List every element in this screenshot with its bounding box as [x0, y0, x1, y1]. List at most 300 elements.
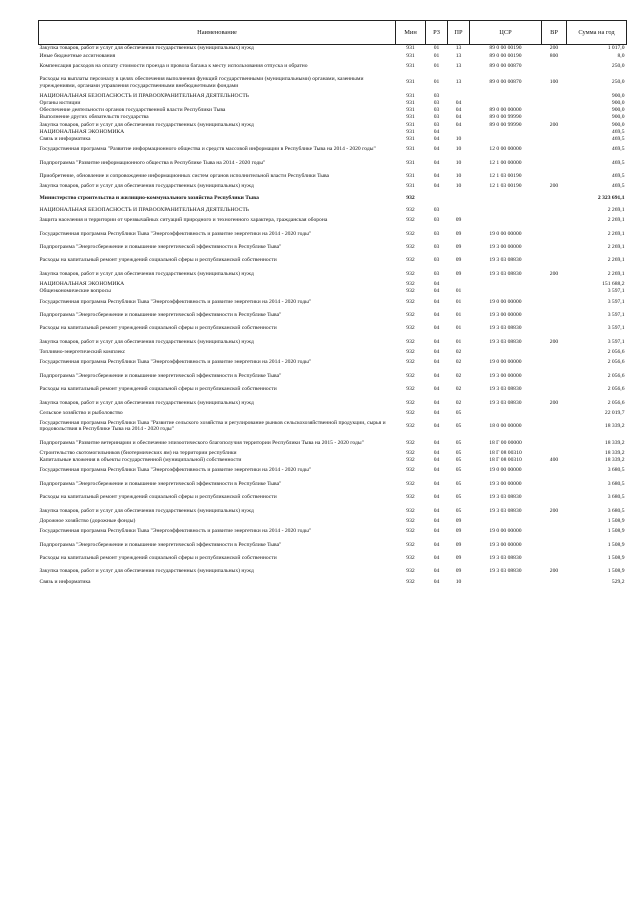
cell-min: 931: [406, 62, 415, 69]
cell-csr: 12 0 00 00000: [489, 146, 522, 153]
cell-sum: 1 508,9: [607, 517, 625, 524]
cell-rz: 04: [433, 359, 440, 366]
cell-vr: [542, 281, 567, 288]
cell-csr: 19 3 03 08830: [489, 507, 522, 514]
cell-min: 932: [406, 257, 415, 264]
cell-min: 932: [406, 349, 415, 356]
cell-sum: 469,5: [611, 159, 625, 166]
cell-name: Подпрограмма "Развитие информационного общества в Республике Тыва на 2014 - 2020 годы": [39, 159, 266, 166]
cell-pr: 01: [455, 338, 462, 345]
table-row: [39, 281, 627, 288]
cell-csr: 19 3 03 08830: [489, 399, 522, 406]
cell-csr: 19 3 03 08830: [489, 494, 522, 501]
table-row: [39, 538, 627, 551]
cell-rz: 04: [433, 494, 440, 501]
cell-rz: 04: [433, 517, 440, 524]
cell-pr: 13: [455, 79, 462, 86]
table-row: [39, 464, 627, 477]
cell-sum: 469,5: [611, 146, 625, 153]
cell-min: 932: [406, 457, 415, 464]
cell-name: Расходы на капитальный ремонт учреждений социальной сферы и республиканской собственности: [39, 554, 277, 561]
cell-csr: [470, 517, 542, 524]
cell-sum: 3 597,1: [607, 338, 625, 345]
cell-vr: [542, 135, 567, 142]
header-vr: ВР: [542, 21, 567, 45]
cell-min: 932: [406, 281, 415, 288]
table-row: [39, 52, 627, 59]
cell-pr: 05: [455, 457, 462, 464]
cell-name: Закупка товаров, работ и услуг для обеспечения государственных (муниципальных) нужд: [39, 338, 254, 345]
cell-sum: 1 508,9: [607, 554, 625, 561]
table-row: [39, 183, 627, 190]
cell-rz: 04: [433, 338, 440, 345]
cell-min: 931: [406, 92, 415, 99]
header-min: Мин: [396, 21, 426, 45]
cell-name: Государственная программа Республики Тыва "Энергоэффективность и развитие энергетики на 2014 - 2020 годы": [39, 467, 312, 474]
cell-pr: 10: [455, 146, 462, 153]
cell-csr: 19 3 00 00000: [489, 541, 522, 548]
cell-vr: [542, 288, 567, 295]
table-row: [39, 241, 627, 254]
cell-vr: [542, 114, 567, 121]
table-row: [39, 335, 627, 348]
table-row: [39, 396, 627, 409]
cell-vr: [542, 349, 567, 356]
cell-min: 931: [406, 99, 415, 106]
cell-rz: [426, 190, 448, 207]
cell-rz: 04: [433, 554, 440, 561]
cell-vr: [542, 464, 567, 477]
cell-rz: 04: [433, 173, 440, 179]
cell-min: 932: [406, 409, 415, 416]
cell-sum: 900,0: [611, 99, 625, 106]
cell-pr: 02: [455, 359, 462, 366]
cell-sum: 2 269,1: [607, 206, 625, 213]
cell-pr: 09: [455, 244, 462, 251]
cell-sum: 250,0: [611, 62, 625, 69]
cell-name: Общеэкономические вопросы: [39, 288, 111, 295]
cell-csr: 19 0 00 00000: [489, 298, 522, 305]
cell-min: 932: [406, 288, 415, 295]
cell-pr: 05: [455, 449, 462, 456]
cell-pr: 01: [455, 298, 462, 305]
cell-pr: 02: [455, 349, 462, 356]
cell-sum: 151 688,2: [602, 281, 625, 288]
cell-name: Строительство скотомогильников (биотермических ям) на территории республики: [39, 449, 237, 456]
table-row: [39, 349, 627, 356]
cell-sum: 8,0: [617, 52, 625, 59]
cell-pr: 02: [455, 399, 462, 406]
cell-vr: 400: [549, 457, 559, 464]
cell-csr: [470, 92, 542, 99]
cell-rz: 03: [433, 244, 440, 251]
cell-pr: 13: [455, 45, 462, 52]
cell-name: Расходы на капитальный ремонт учреждений социальной сферы и республиканской собственности: [39, 494, 277, 501]
cell-pr: 01: [455, 288, 462, 295]
cell-sum: 2 269,1: [607, 270, 625, 277]
cell-csr: [470, 100, 542, 107]
cell-csr: 19 3 00 00000: [489, 480, 522, 487]
cell-min: 932: [406, 541, 415, 548]
cell-sum: 3 597,1: [607, 325, 625, 332]
cell-name: Подпрограмма "Энергосбережение и повышение энергетической эффективности в Республике Тыва": [39, 244, 282, 251]
cell-csr: [470, 409, 542, 416]
cell-rz: 04: [433, 386, 440, 393]
cell-csr: 19 3 03 08830: [489, 338, 522, 345]
cell-min: 931: [406, 121, 415, 128]
cell-vr: [542, 356, 567, 369]
cell-pr: 10: [455, 183, 462, 190]
cell-name: Государственная программа Республики Тыва "Развитие сельского хозяйства и регулирование рынков сельскохозяйственной продукции, сырья и продовольствия в Республике Тыва на 2014 - 2020 годы": [39, 420, 386, 433]
table-row: [39, 383, 627, 396]
cell-name: Министерство строительства и жилищно-коммунального хозяйства Республики Тыва: [39, 195, 259, 202]
table-row: [39, 73, 627, 93]
cell-name: Органы юстиции: [39, 99, 81, 106]
cell-csr: 19 3 03 08830: [489, 257, 522, 264]
cell-csr: 19 3 00 00000: [489, 372, 522, 379]
cell-rz: 04: [433, 480, 440, 487]
cell-vr: 200: [549, 183, 559, 190]
cell-vr: [542, 369, 567, 382]
cell-csr: 18 Г 08 00310: [489, 457, 522, 464]
table-row: [39, 457, 627, 464]
table-row: [39, 578, 627, 585]
table-row: [39, 169, 627, 182]
cell-vr: [542, 214, 567, 227]
cell-vr: [542, 143, 567, 156]
cell-name: Закупка товаров, работ и услуг для обеспечения государственных (муниципальных) нужд: [39, 270, 254, 277]
cell-sum: 1 508,9: [607, 541, 625, 548]
cell-sum: 3 597,1: [607, 311, 625, 318]
table-row: [39, 190, 627, 207]
cell-vr: [542, 450, 567, 457]
budget-document: [38, 20, 626, 585]
cell-min: 931: [406, 128, 415, 135]
cell-csr: 12 1 03 00190: [489, 183, 522, 190]
table-row: [39, 267, 627, 280]
cell-pr: 10: [455, 578, 462, 585]
cell-rz: 04: [433, 135, 440, 142]
cell-sum: 2 323 691,1: [597, 195, 625, 202]
cell-sum: 1 508,9: [607, 528, 625, 535]
cell-name: Подпрограмма "Энергосбережение и повышение энергетической эффективности в Республике Тыва": [39, 311, 282, 318]
cell-csr: 12 1 03 00190: [489, 173, 522, 179]
cell-vr: [542, 436, 567, 449]
cell-name: Закупка товаров, работ и услуг для обеспечения государственных (муниципальных) нужд: [39, 45, 254, 52]
cell-sum: 18 339,2: [604, 449, 625, 456]
cell-rz: 04: [433, 409, 440, 416]
cell-pr: 09: [455, 257, 462, 264]
cell-vr: 200: [549, 568, 559, 575]
cell-rz: 03: [433, 217, 440, 224]
cell-min: 932: [406, 399, 415, 406]
cell-rz: 04: [433, 541, 440, 548]
cell-name: Связь и информатика: [39, 578, 91, 585]
table-row: [39, 135, 627, 142]
cell-sum: 18 339,2: [604, 457, 625, 464]
table-row: [39, 322, 627, 335]
cell-pr: 09: [455, 554, 462, 561]
cell-rz: 03: [433, 230, 440, 237]
table-row: [39, 128, 627, 135]
table-row: [39, 417, 627, 437]
header-name: Наименование: [39, 21, 396, 45]
cell-vr: [542, 578, 567, 585]
cell-csr: [470, 207, 542, 214]
cell-vr: [542, 477, 567, 490]
cell-min: 932: [406, 372, 415, 379]
cell-vr: [542, 59, 567, 72]
cell-csr: 19 3 03 08830: [489, 325, 522, 332]
cell-csr: 19 3 00 00000: [489, 244, 522, 251]
cell-rz: 04: [433, 423, 440, 430]
cell-pr: 01: [455, 311, 462, 318]
cell-pr: 04: [455, 121, 462, 128]
cell-pr: 05: [455, 423, 462, 430]
cell-min: 932: [406, 338, 415, 345]
cell-vr: [542, 551, 567, 564]
cell-min: 932: [406, 439, 415, 446]
cell-vr: 800: [549, 52, 559, 59]
cell-vr: 200: [549, 45, 559, 52]
table-row: [39, 295, 627, 308]
table-row: [39, 92, 627, 99]
cell-pr: 05: [455, 467, 462, 474]
cell-name: Закупка товаров, работ и услуг для обеспечения государственных (муниципальных) нужд: [39, 121, 254, 128]
cell-vr: [542, 409, 567, 416]
cell-name: Подпрограмма "Энергосбережение и повышение энергетической эффективности в Республике Тыва": [39, 372, 282, 379]
table-row: [39, 308, 627, 321]
cell-csr: 19 0 00 00000: [489, 528, 522, 535]
cell-sum: 900,0: [611, 107, 625, 114]
table-row: [39, 450, 627, 457]
cell-rz: 04: [433, 311, 440, 318]
cell-rz: 04: [433, 281, 440, 288]
table-row: [39, 214, 627, 227]
cell-name: Расходы на капитальный ремонт учреждений социальной сферы и республиканской собственности: [39, 386, 277, 393]
cell-name: Подпрограмма "Развитие ветеринарии и обеспечение эпизоотического благополучия территории Республики Тыва на 2015 - 2020 годы": [39, 439, 364, 446]
cell-pr: 05: [455, 480, 462, 487]
table-row: [39, 565, 627, 578]
cell-pr: 04: [455, 114, 462, 121]
cell-pr: 04: [455, 107, 462, 114]
cell-min: 932: [406, 244, 415, 251]
cell-min: 931: [406, 159, 415, 166]
cell-min: 931: [406, 146, 415, 153]
cell-rz: 04: [433, 439, 440, 446]
cell-name: Связь и информатика: [39, 135, 91, 142]
cell-min: 931: [406, 183, 415, 190]
cell-rz: 04: [433, 449, 440, 456]
cell-name: Дорожное хозяйство (дорожные фонды): [39, 517, 136, 524]
cell-sum: 469,5: [611, 183, 625, 190]
cell-csr: [470, 578, 542, 585]
cell-rz: 04: [433, 183, 440, 190]
cell-name: Выполнение других обязательств государства: [39, 114, 149, 121]
cell-min: 932: [406, 494, 415, 501]
cell-name: Государственная программа "Развитие информационного общества и средств массовой информации в Республике Тыва на 2014 - 2020 годы": [39, 146, 376, 153]
cell-csr: 89 0 00 99990: [489, 121, 522, 128]
cell-sum: 3 597,1: [607, 288, 625, 295]
cell-pr: 09: [455, 230, 462, 237]
table-row: [39, 369, 627, 382]
cell-rz: 01: [433, 62, 440, 69]
cell-sum: 2 269,1: [607, 217, 625, 224]
table-row: [39, 143, 627, 156]
cell-sum: 469,5: [611, 173, 625, 179]
cell-vr: [542, 241, 567, 254]
cell-csr: 89 0 00 00870: [489, 62, 522, 69]
cell-rz: 04: [433, 578, 440, 585]
cell-sum: 18 339,2: [604, 439, 625, 446]
cell-min: 931: [406, 52, 415, 59]
cell-csr: [470, 349, 542, 356]
cell-csr: 19 3 03 08830: [489, 386, 522, 393]
cell-vr: 200: [549, 270, 559, 277]
cell-vr: [542, 92, 567, 99]
cell-name: Подпрограмма "Энергосбережение и повышение энергетической эффективности в Республике Тыва": [39, 480, 282, 487]
table-row: [39, 477, 627, 490]
cell-vr: [542, 525, 567, 538]
cell-min: 932: [406, 480, 415, 487]
cell-name: Государственная программа Республики Тыва "Энергоэффективность и развитие энергетики на 2014 - 2020 годы": [39, 528, 312, 535]
table-row: [39, 491, 627, 504]
cell-vr: 200: [549, 507, 559, 514]
cell-sum: 2 269,1: [607, 244, 625, 251]
cell-rz: 04: [433, 349, 440, 356]
cell-csr: 19 3 03 08830: [489, 568, 522, 575]
cell-rz: 04: [433, 457, 440, 464]
cell-rz: 04: [433, 372, 440, 379]
cell-vr: [542, 295, 567, 308]
cell-pr: 04: [455, 99, 462, 106]
cell-min: 932: [406, 528, 415, 535]
cell-csr: [470, 214, 542, 227]
cell-csr: [470, 135, 542, 142]
cell-name: Приобретение, обновление и сопровождение информационных систем органов исполнительной власти Республики Тыва: [39, 173, 330, 179]
cell-name: Закупка товаров, работ и услуг для обеспечения государственных (муниципальных) нужд: [39, 507, 254, 514]
cell-csr: 19 0 00 00000: [489, 467, 522, 474]
table-row: [39, 504, 627, 517]
cell-rz: 04: [433, 159, 440, 166]
cell-pr: [448, 190, 470, 207]
cell-sum: 3 597,1: [607, 298, 625, 305]
cell-sum: 1 017,0: [607, 45, 625, 52]
cell-name: Государственная программа Республики Тыва "Энергоэффективность и развитие энергетики на 2014 - 2020 годы": [39, 298, 312, 305]
cell-csr: 19 3 03 08830: [489, 270, 522, 277]
cell-name: Расходы на капитальный ремонт учреждений социальной сферы и республиканской собственности: [39, 325, 277, 332]
cell-vr: [542, 156, 567, 169]
cell-vr: [542, 169, 567, 182]
table-header: [39, 21, 627, 45]
cell-min: 931: [406, 114, 415, 121]
cell-rz: 03: [433, 92, 440, 99]
cell-sum: 22 019,7: [604, 409, 625, 416]
cell-csr: [470, 288, 542, 295]
cell-pr: 05: [455, 409, 462, 416]
cell-sum: 1 508,9: [607, 568, 625, 575]
cell-min: 932: [406, 423, 415, 430]
cell-sum: 469,5: [611, 135, 625, 142]
cell-sum: 3 680,5: [607, 480, 625, 487]
cell-rz: 03: [433, 206, 440, 213]
cell-vr: 200: [549, 338, 559, 345]
cell-rz: 04: [433, 288, 440, 295]
cell-sum: 900,0: [611, 92, 625, 99]
cell-name: НАЦИОНАЛЬНАЯ БЕЗОПАСНОСТЬ И ПРАВООХРАНИТЕЛЬНАЯ ДЕЯТЕЛЬНОСТЬ: [39, 206, 250, 213]
table-row: [39, 45, 627, 53]
cell-name: НАЦИОНАЛЬНАЯ ЭКОНОМИКА: [39, 281, 125, 288]
cell-min: 932: [406, 298, 415, 305]
budget-table: [38, 20, 627, 585]
cell-min: 932: [406, 230, 415, 237]
cell-vr: [542, 383, 567, 396]
cell-csr: 18 0 00 00000: [489, 423, 522, 430]
cell-min: 932: [406, 507, 415, 514]
cell-sum: 3 680,5: [607, 507, 625, 514]
cell-pr: 05: [455, 439, 462, 446]
table-row: [39, 227, 627, 240]
cell-min: 932: [406, 195, 415, 202]
cell-sum: 18 339,2: [604, 423, 625, 430]
cell-rz: 04: [433, 146, 440, 153]
cell-sum: 2 269,1: [607, 257, 625, 264]
cell-sum: 2 056,6: [607, 372, 625, 379]
cell-rz: 03: [433, 99, 440, 106]
cell-vr: [542, 128, 567, 135]
cell-pr: 09: [455, 270, 462, 277]
cell-min: 932: [406, 325, 415, 332]
cell-csr: 19 0 00 00000: [489, 359, 522, 366]
cell-csr: 89 0 00 00000: [489, 107, 522, 114]
cell-rz: 01: [433, 52, 440, 59]
cell-sum: 250,0: [611, 79, 625, 86]
table-row: [39, 356, 627, 369]
cell-sum: 2 056,6: [607, 386, 625, 393]
cell-min: 931: [406, 135, 415, 142]
cell-min: 932: [406, 270, 415, 277]
cell-name: НАЦИОНАЛЬНАЯ БЕЗОПАСНОСТЬ И ПРАВООХРАНИТЕЛЬНАЯ ДЕЯТЕЛЬНОСТЬ: [39, 92, 250, 99]
cell-sum: 2 056,6: [607, 359, 625, 366]
cell-name: Обеспечение деятельности органов государственной власти Республики Тыва: [39, 107, 226, 114]
cell-vr: [542, 491, 567, 504]
cell-rz: 03: [433, 270, 440, 277]
cell-name: Закупка товаров, работ и услуг для обеспечения государственных (муниципальных) нужд: [39, 568, 254, 575]
cell-pr: [448, 92, 470, 99]
cell-rz: 04: [433, 399, 440, 406]
cell-min: 932: [406, 359, 415, 366]
cell-rz: 01: [433, 45, 440, 52]
cell-rz: 04: [433, 298, 440, 305]
table-row: [39, 100, 627, 107]
cell-name: Топливно-энергетический комплекс: [39, 349, 126, 356]
cell-vr: [542, 100, 567, 107]
cell-vr: 200: [549, 121, 559, 128]
cell-vr: [542, 517, 567, 524]
cell-min: 932: [406, 467, 415, 474]
cell-pr: [448, 207, 470, 214]
cell-name: Расходы на капитальный ремонт учреждений социальной сферы и республиканской собственности: [39, 257, 277, 264]
cell-name: Компенсация расходов на оплату стоимости проезда и провоза багажа к месту использования отпуска и обратно: [39, 62, 308, 69]
cell-sum: 900,0: [611, 114, 625, 121]
cell-rz: 01: [433, 79, 440, 86]
cell-name: Капитальные вложения в объекты государственной (муниципальной) собственности: [39, 457, 242, 464]
cell-vr: [542, 254, 567, 267]
cell-pr: [448, 128, 470, 135]
table-body: [39, 45, 627, 586]
cell-pr: 05: [455, 507, 462, 514]
cell-name: Закупка товаров, работ и услуг для обеспечения государственных (муниципальных) нужд: [39, 399, 254, 406]
